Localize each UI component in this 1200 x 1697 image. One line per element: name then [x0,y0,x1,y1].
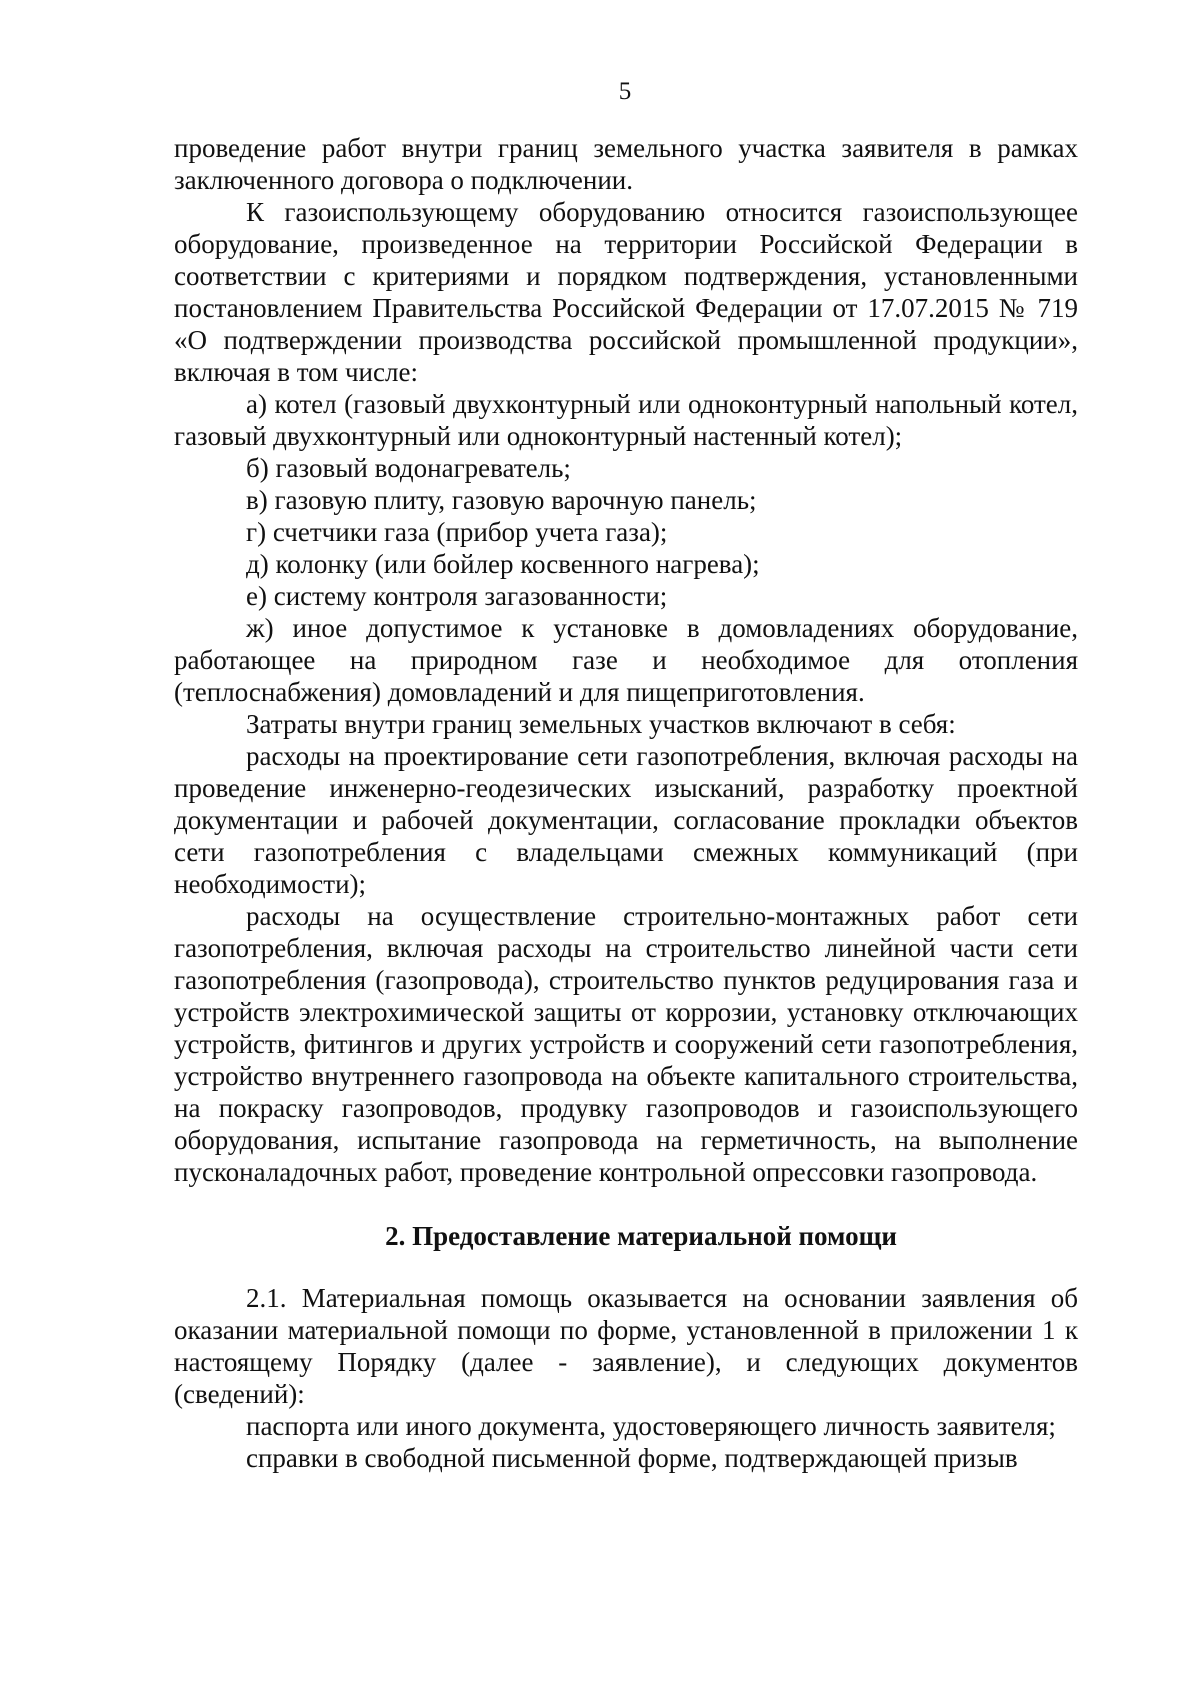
page-number: 5 [618,78,632,105]
paragraph: паспорта или иного документа, удостоверяющего личность заявителя; [246,1411,1056,1441]
paragraph: 2.1. Материальная помощь оказывается на основании заявления об оказании материальной помощи по форме, установленной в приложении 1 к настоящему Порядку (далее - заявление), и следующих документов (сведений): [174,1283,1078,1409]
paragraph: в) газовую плиту, газовую варочную панель; [246,485,757,515]
section-heading: 2. Предоставление материальной помощи [385,1221,897,1251]
paragraphs-before-heading [174,132,1078,1188]
paragraph: проведение работ внутри границ земельного участка заявителя в рамках заключенного договора о подключении. [174,133,1078,195]
paragraph: Затраты внутри границ земельных участков включают в себя: [246,709,956,739]
paragraph: справки в свободной письменной форме, подтверждающей призыв [246,1443,1018,1473]
paragraph: е) систему контроля загазованности; [246,581,668,611]
document-body [174,132,1078,1474]
paragraph: д) колонку (или бойлер косвенного нагрева); [246,549,760,579]
paragraph: расходы на осуществление строительно-монтажных работ сети газопотребления, включая расходы на строительство линейной части сети газопотребления (газопровода), строительство пунктов редуцирования газа и устройств электрохимической защиты от коррозии, установку отключающих устройств, фитингов и других устройств и сооружений сети газопотребления, устройство внутреннего газопровода на объекте капитального строительства, на покраску газопроводов, продувку газопроводов и газоиспользующего оборудования, испытание газопровода на герметичность, на выполнение пусконаладочных работ, проведение контрольной опрессовки газопровода. [174,901,1078,1187]
paragraph: г) счетчики газа (прибор учета газа); [246,517,668,547]
paragraph: а) котел (газовый двухконтурный или одноконтурный напольный котел, газовый двухконтурный или одноконтурный настенный котел); [174,389,1078,451]
paragraph: К газоиспользующему оборудованию относится газоиспользующее оборудование, произведенное на территории Российской Федерации в соответствии с критериями и порядком подтверждения, установленными постановлением Правительства Российской Федерации от 17.07.2015 № 719 «О подтверждении производства российской промышленной продукции», включая в том числе: [174,197,1078,387]
paragraph: расходы на проектирование сети газопотребления, включая расходы на проведение инженерно-геодезических изысканий, разработку проектной документации и рабочей документации, согласование прокладки объектов сети газопотребления с владельцами смежных коммуникаций (при необходимости); [174,741,1078,899]
paragraphs-after-heading [174,1282,1078,1474]
paragraph: б) газовый водонагреватель; [246,453,571,483]
paragraph: ж) иное допустимое к установке в домовладениях оборудование, работающее на природном газе и необходимое для отопления (теплоснабжения) домовладений и для пищеприготовления. [174,613,1078,707]
